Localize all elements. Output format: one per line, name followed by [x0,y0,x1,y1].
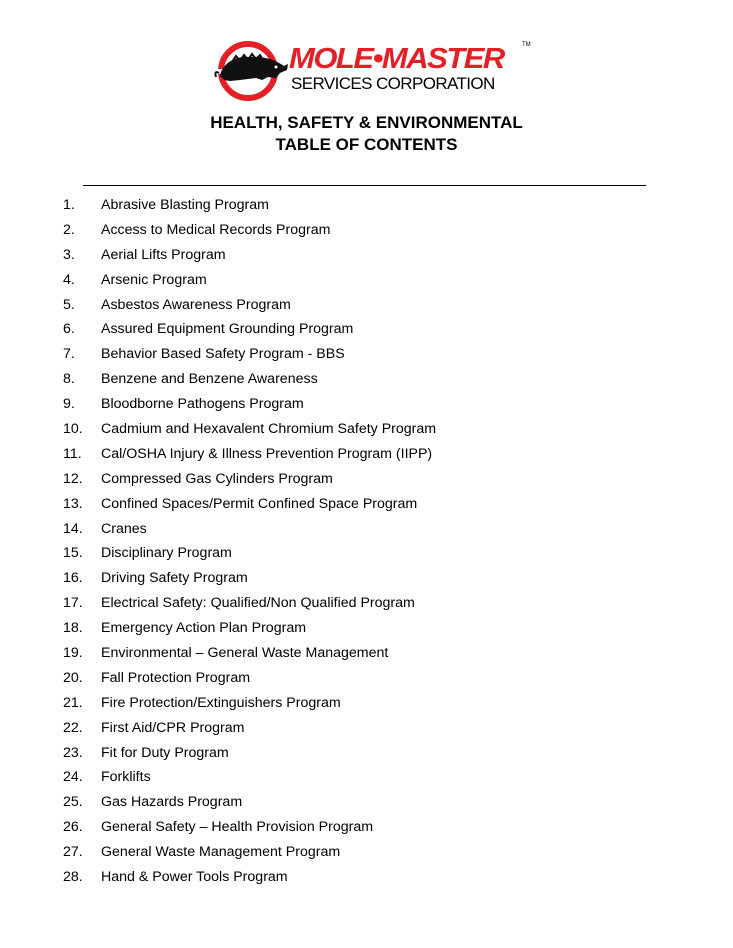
toc-item-title: Arsenic Program [101,271,207,288]
toc-item-number: 4. [63,271,75,288]
toc-item-title: Bloodborne Pathogens Program [101,396,304,413]
toc-item-number: 8. [63,371,75,388]
toc-item-number: 21. [63,694,83,711]
toc-item-title: Fit for Duty Program [101,744,229,761]
toc-item-title: Driving Safety Program [101,570,248,587]
toc-item-number: 18. [63,620,83,637]
toc-item [0,345,733,370]
toc-item [0,694,733,719]
toc-item-number: 14. [63,520,83,537]
toc-item [0,669,733,694]
toc-item-title: Compressed Gas Cylinders Program [101,470,333,487]
toc-item-number: 27. [63,844,83,861]
toc-item-number: 6. [63,321,75,338]
document-title: HEALTH, SAFETY & ENVIRONMENTAL [210,113,523,132]
toc-item [0,395,733,420]
toc-item [0,818,733,843]
toc-item [0,569,733,594]
toc-item-number: 26. [63,819,83,836]
toc-item-title: General Waste Management Program [101,844,341,861]
toc-item-number: 19. [63,645,83,662]
toc-item [0,594,733,619]
document-subtitle: TABLE OF CONTENTS [275,135,458,154]
toc-item-number: 3. [63,246,75,263]
toc-item-title: First Aid/CPR Program [101,719,245,736]
toc-item-number: 15. [63,545,83,562]
toc-item [0,544,733,569]
table-of-contents [0,196,733,893]
toc-item [0,520,733,545]
toc-item-number: 9. [63,396,75,413]
toc-item [0,768,733,793]
toc-item [0,221,733,246]
toc-item-number: 12. [63,470,83,487]
toc-item [0,868,733,893]
toc-item [0,420,733,445]
toc-item-number: 10. [63,421,83,438]
toc-item-title: Access to Medical Records Program [101,221,331,238]
title-divider [83,185,646,186]
toc-item-number: 11. [63,445,82,462]
toc-item-title: Cal/OSHA Injury & Illness Prevention Program (IIPP) [101,445,433,462]
toc-item-number: 24. [63,769,83,786]
toc-item [0,644,733,669]
toc-item [0,719,733,744]
toc-item-title: Disciplinary Program [101,545,232,562]
toc-item [0,495,733,520]
toc-item-number: 22. [63,719,83,736]
toc-item [0,793,733,818]
toc-item-number: 2. [63,221,75,238]
toc-item-title: Abrasive Blasting Program [101,197,269,213]
toc-item-title: Emergency Action Plan Program [101,620,307,637]
toc-item [0,320,733,345]
toc-item-title: Benzene and Benzene Awareness [101,371,318,388]
logo-wordmark: MOLE•MASTER [289,42,504,75]
toc-item-title: Assured Equipment Grounding Program [101,321,354,338]
trademark-mark: TM [522,42,531,48]
toc-item-title: Forklifts [101,769,151,786]
toc-item-number: 13. [63,495,83,512]
toc-item-number: 20. [63,669,83,686]
toc-item-title: Gas Hazards Program [101,794,243,811]
toc-item-title: Hand & Power Tools Program [101,869,288,886]
toc-item-title: Asbestos Awareness Program [101,296,291,313]
toc-item [0,445,733,470]
mole-emblem-icon [210,40,290,102]
toc-item [0,843,733,868]
toc-item [0,296,733,321]
toc-item-title: Aerial Lifts Program [101,246,226,263]
toc-item-number: 16. [63,570,83,587]
toc-item-title: Behavior Based Safety Program - BBS [101,346,345,363]
toc-item [0,196,733,221]
toc-item [0,246,733,271]
toc-item-title: Confined Spaces/Permit Confined Space Program [101,495,418,512]
toc-item [0,271,733,296]
toc-item-title: General Safety – Health Provision Program [101,819,374,836]
toc-item-title: Cranes [101,520,147,537]
toc-item-number: 28. [63,869,83,886]
toc-item-title: Electrical Safety: Qualified/Non Qualified Program [101,595,415,612]
toc-item-title: Environmental – General Waste Management [101,645,389,662]
toc-item-title: Fire Protection/Extinguishers Program [101,694,341,711]
company-logo [210,40,530,102]
toc-item-number: 7. [63,346,75,363]
toc-item [0,370,733,395]
toc-item [0,619,733,644]
toc-item-number: 25. [63,794,83,811]
toc-item-number: 23. [63,744,83,761]
logo-subtitle: SERVICES CORPORATION [291,74,495,93]
toc-item-title: Cadmium and Hexavalent Chromium Safety Program [101,421,437,438]
toc-item-number: 1. [63,197,75,213]
toc-item-title: Fall Protection Program [101,669,251,686]
toc-item [0,744,733,769]
toc-item-number: 17. [63,595,83,612]
toc-item [0,470,733,495]
toc-item-number: 5. [63,296,75,313]
